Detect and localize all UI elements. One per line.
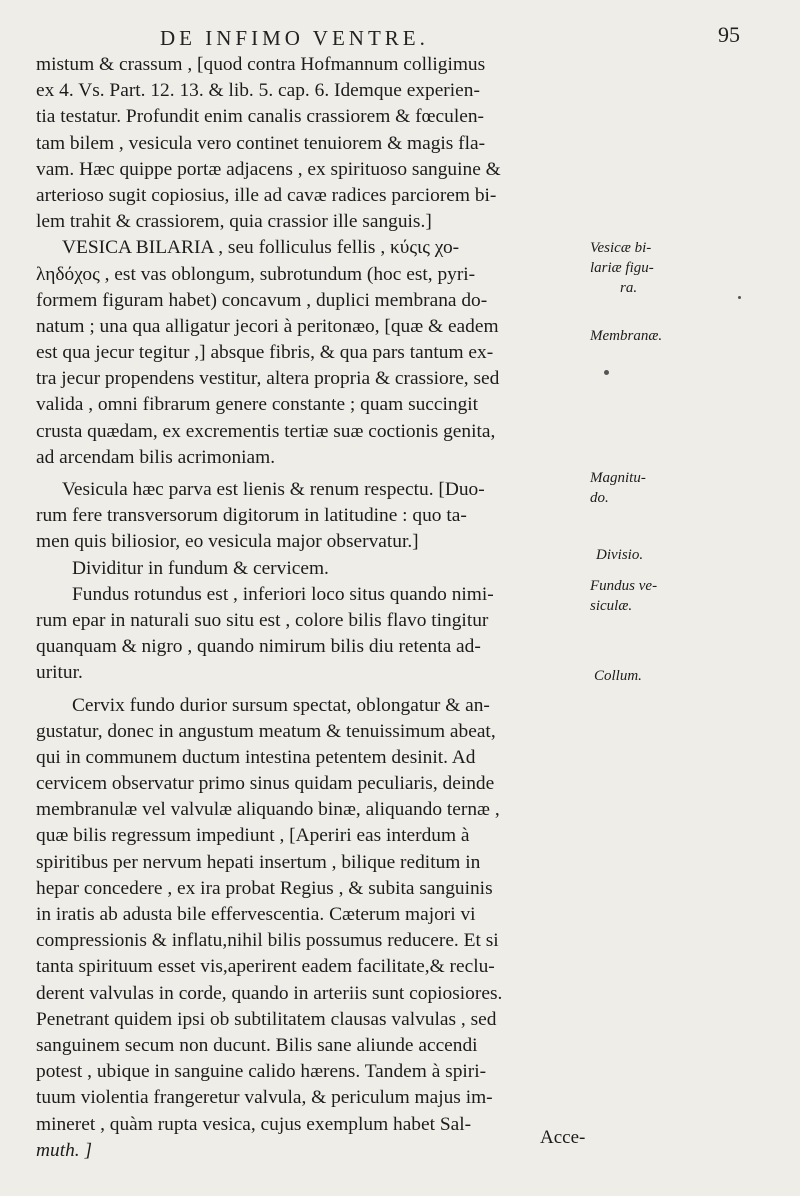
- text-line: tia testatur. Profundit enim canalis crassiorem & fœculen-: [36, 106, 485, 128]
- margin-note: Fundus ve-: [590, 578, 658, 594]
- text-line: compressionis & inflatu,nihil bilis possumus reducere. Et si: [36, 930, 499, 952]
- text-line: derent valvulas in corde, quando in arteriis sunt copiosiores.: [36, 982, 503, 1004]
- margin-note: ra.: [620, 280, 638, 296]
- text-line: tuum violentia frangeretur valvula, & periculum majus im-: [36, 1087, 493, 1109]
- text-line: Vesicula hæc parva est lienis & renum respectu. [Duo-: [62, 479, 485, 500]
- text-line: Cervix fundo durior sursum spectat, oblongatur & an-: [72, 694, 490, 716]
- text-line: quæ bilis regressum impediunt , [Aperiri eas interdum à: [36, 825, 470, 847]
- text-line: gustatur, donec in angustum meatum & tenuissimum abeat,: [36, 720, 496, 742]
- catchword: Acce-: [540, 1127, 586, 1148]
- text-line: ληδόχος , est vas oblongum, subrotundum (hoc est, pyri-: [36, 263, 476, 285]
- text-line: Penetrant quidem ipsi ob subtilitatem clausas valvulas , sed: [36, 1008, 497, 1030]
- margin-note: Vesicæ bi-: [590, 240, 652, 256]
- margin-note: siculæ.: [590, 598, 633, 614]
- text-line: ad arcendam bilis acrimoniam.: [36, 446, 276, 468]
- margin-note: Divisio.: [596, 547, 644, 563]
- text-line: potest , ubique in sanguine calido hærens. Tandem à spiri-: [36, 1061, 487, 1083]
- text-line: mineret , quàm rupta vesica, cujus exemplum habet Sal-: [36, 1113, 472, 1135]
- text-line: lem trahit & crassiorem, quia crassior ille sanguis.]: [36, 211, 432, 233]
- text-line: ex 4. Vs. Part. 12. 13. & lib. 5. cap. 6. Idemque experien-: [36, 80, 480, 102]
- margin-note: do.: [590, 490, 609, 506]
- text-line: crusta quædam, ex excrementis tertiæ suæ coctionis genita,: [36, 420, 496, 442]
- text-line: rum epar in naturali suo situ est , colore bilis flavo tingitur: [36, 609, 489, 631]
- text-line: vam. Hæc quippe portæ adjacens , ex spirituoso sanguine &: [36, 158, 501, 180]
- text-line: sanguinem secum non ducunt. Bilis sane aliunde accendi: [36, 1034, 478, 1056]
- text-line: qui in communem ductum intestina petentem desinit. Ad: [36, 746, 476, 768]
- text-line: tam bilem , vesicula vero continet tenuiorem & magis fla-: [36, 132, 486, 154]
- margin-note: lariæ figu-: [590, 260, 654, 276]
- main-text: [36, 52, 584, 1164]
- text-line: cervicem observatur primo sinus quidam peculiaris, deinde: [36, 773, 495, 795]
- text-line: in iratis ab adusta bile effervescentia. Cæterum majori vi: [36, 904, 476, 925]
- text-line: valida , omni fibrarum genere constante ; quam succingit: [36, 394, 479, 416]
- text-line: Dividitur in fundum & cervicem.: [72, 557, 329, 579]
- text-line: natum ; una qua alligatur jecori à peritonæo, [quæ & eadem: [36, 315, 499, 337]
- margin-note: Magnitu-: [590, 470, 646, 486]
- text-line: spiritibus per nervum hepati insertum , bilique reditum in: [36, 851, 481, 873]
- text-line: uritur.: [36, 662, 83, 684]
- text-line: VESICA BILARIA , seu folliculus fellis , κύςις χο-: [62, 237, 460, 259]
- text-line: tra jecur propendens vestitur, altera propria & crassiore, sed: [36, 368, 500, 390]
- text-line: rum fere transversorum digitorum in latitudine : quo ta-: [36, 505, 467, 527]
- text-line: Fundus rotundus est , inferiori loco situs quando nimi-: [72, 583, 494, 605]
- margin-note: Membranæ.: [590, 328, 663, 344]
- text-line: quanquam & nigro , quando nimirum bilis diu retenta ad-: [36, 636, 481, 658]
- text-line: tanta spirituum esset vis,aperirent eadem facilitate,& reclu-: [36, 956, 495, 978]
- running-title: DE INFIMO VENTRE.: [160, 26, 429, 50]
- margin-note: Collum.: [594, 668, 642, 684]
- text-line: est qua jecur tegitur ,] absque fibris, & qua pars tantum ex-: [36, 342, 494, 364]
- text-line: muth. ]: [36, 1139, 93, 1161]
- text-line: arterioso sugit copiosius, ille ad cavæ radices parciorem bi-: [36, 184, 497, 206]
- text-line: formem figuram habet) concavum , duplici membrana do-: [36, 289, 488, 311]
- ink-spot: [604, 370, 609, 375]
- text-line: membranulæ vel valvulæ aliquando binæ, aliquando ternæ ,: [36, 799, 500, 821]
- ink-spot: [738, 296, 741, 299]
- page-number: 95: [718, 22, 740, 47]
- text-line: hepar concedere , ex ira probat Regius , & subita sanguinis: [36, 877, 493, 899]
- text-line: mistum & crassum , [quod contra Hofmannum colligimus: [36, 54, 486, 75]
- text-line: men quis biliosior, eo vesicula major observatur.]: [36, 531, 419, 553]
